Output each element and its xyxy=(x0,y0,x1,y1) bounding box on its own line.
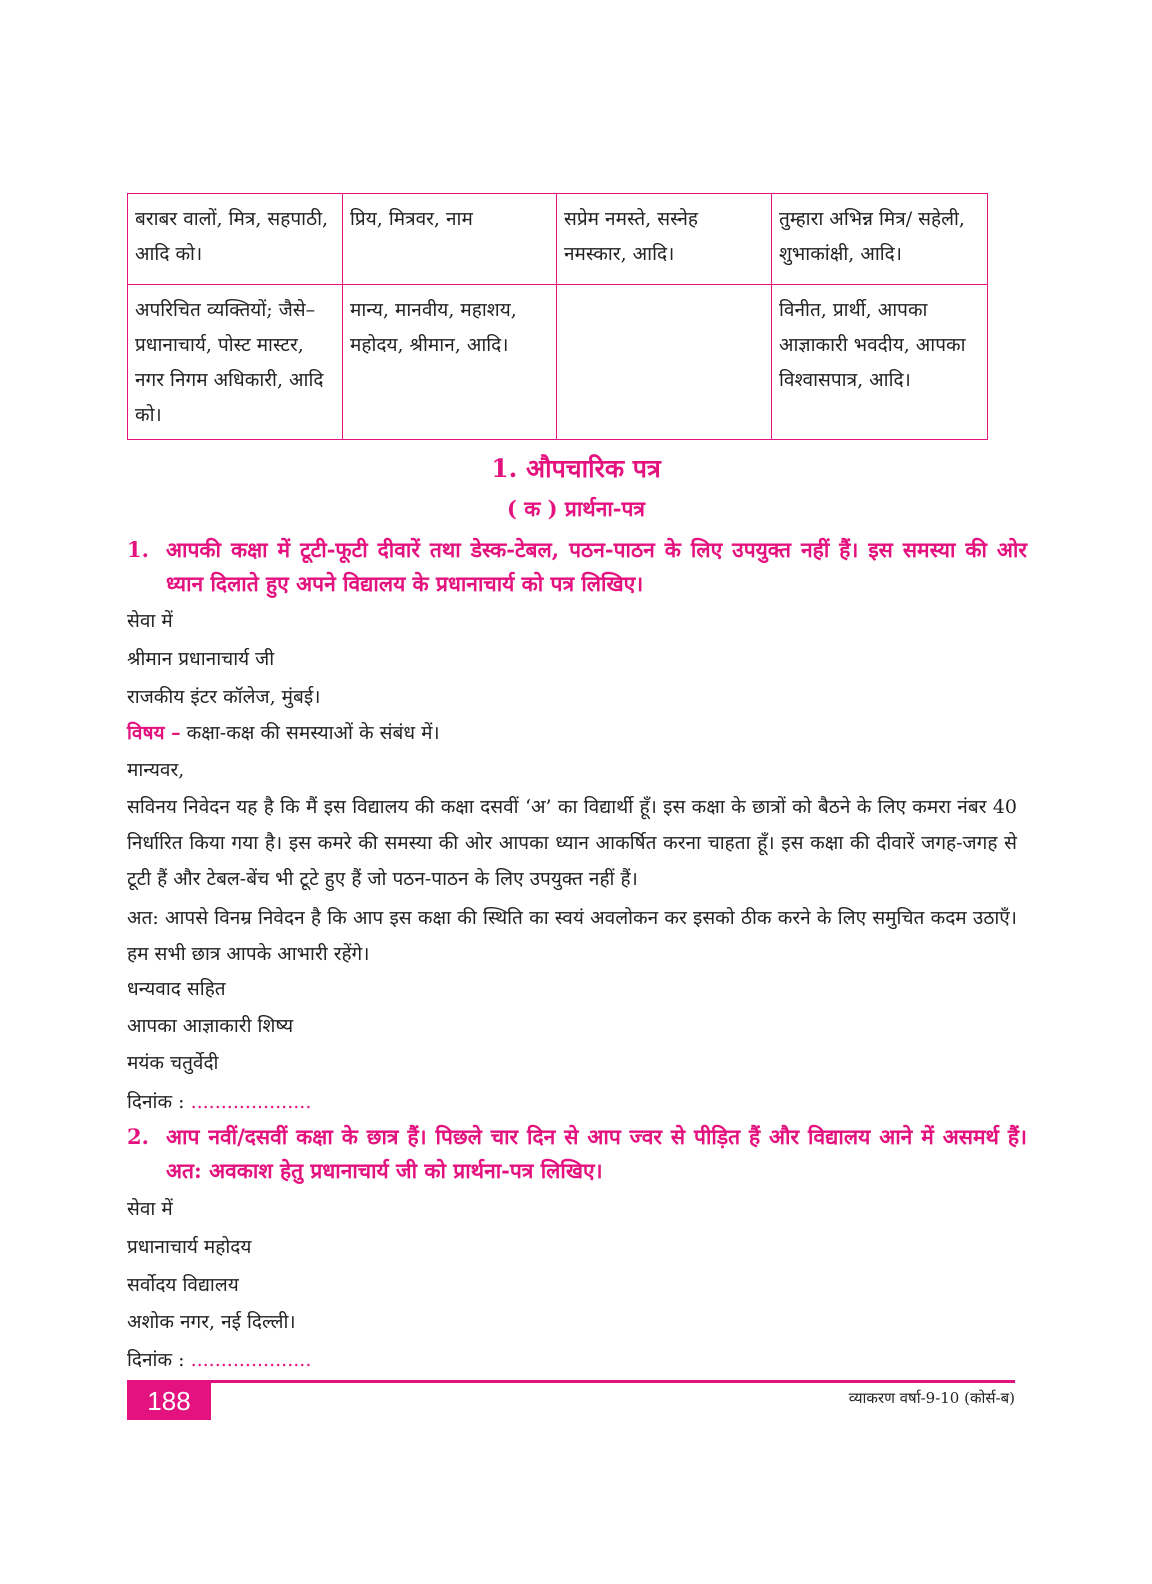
letter2-address: अशोक नगर, नई दिल्ली। xyxy=(127,1311,296,1333)
date-label: दिनांक : xyxy=(127,1091,185,1113)
letter1-name: मयंक चतुर्वेदी xyxy=(127,1052,219,1074)
letter1-body-paragraph-1: सविनय निवेदन यह है कि मैं इस विद्यालय की कक्षा दसवीं ‘अ’ का विद्यार्थी हूँ। इस कक्षा के छात्रों को बैठने के लिए कमरा नंबर 40 निर्धारित किया गया है। इस कमरे की समस्या की ओर आपका ध्यान आकर्षित करना चाहता हूँ। इस कक्षा की दीवारें जगह-जगह से टूटी हैं और टेबल-बेंच भी टूटे हुए हैं जो पठन-पाठन के लिए उपयुक्त नहीं हैं। xyxy=(127,796,1017,890)
letter2-school: सर्वोदय विद्यालय xyxy=(127,1274,239,1296)
letter1-salutation: मान्यवर, xyxy=(127,759,185,781)
date-value: .................... xyxy=(190,1349,312,1371)
question-text: आप नवीं/दसवीं कक्षा के छात्र हैं। पिछले चार दिन से आप ज्वर से पीड़ित हैं और विद्यालय आने में असमर्थ हैं। अत: अवकाश हेतु प्रधानाचार्य जी को प्रार्थना-पत्र लिखिए। xyxy=(166,1124,1027,1183)
book-title: व्याकरण वर्षा-9-10 (कोर्स-ब) xyxy=(848,1389,1015,1407)
letter1-recipient: श्रीमान प्रधानाचार्य जी xyxy=(127,648,275,670)
question-number: 1. xyxy=(127,537,149,562)
table-cell: अपरिचित व्यक्तियों; जैसे– प्रधानाचार्य, पोस्ट मास्टर, नगर निगम अधिकारी, आदि को। xyxy=(128,285,343,440)
table-row xyxy=(128,285,988,440)
date-label: दिनांक : xyxy=(127,1349,185,1371)
letter1-to: सेवा में xyxy=(127,610,173,632)
table-cell: मान्य, मानवीय, महाशय, महोदय, श्रीमान, आदि। xyxy=(343,285,557,440)
question-2 xyxy=(127,1120,1027,1188)
salutation-reference-table xyxy=(127,193,988,440)
table-cell: बराबर वालों, मित्र, सहपाठी, आदि को। xyxy=(128,194,343,285)
letter2-to: सेवा में xyxy=(127,1198,173,1220)
question-number: 2. xyxy=(127,1124,149,1149)
sub-heading: ( क ) प्रार्थना-पत्र xyxy=(506,496,646,521)
section-heading: 1. औपचारिक पत्र xyxy=(491,454,661,483)
question-text: आपकी कक्षा में टूटी-फूटी दीवारें तथा डेस्क-टेबल, पठन-पाठन के लिए उपयुक्त नहीं हैं। इस समस्या की ओर ध्यान दिलाते हुए अपने विद्यालय के प्रधानाचार्य को पत्र लिखिए। xyxy=(166,537,1027,596)
table-cell: सप्रेम नमस्ते, सस्नेह नमस्कार, आदि। xyxy=(557,194,772,285)
letter1-date-line xyxy=(127,1088,311,1116)
table-cell xyxy=(557,285,772,440)
subject-label: विषय – xyxy=(127,722,181,744)
question-1 xyxy=(127,533,1027,601)
letter1-body-paragraph-2: अत: आपसे विनम्र निवेदन है कि आप इस कक्षा की स्थिति का स्वयं अवलोकन कर इसको ठीक करने के लिए समुचित कदम उठाएँ। हम सभी छात्र आपके आभारी रहेंगे। xyxy=(127,907,1017,965)
letter1-closing: आपका आज्ञाकारी शिष्य xyxy=(127,1015,294,1037)
subject-text: कक्षा-कक्ष की समस्याओं के संबंध में। xyxy=(186,722,440,744)
date-value: .................... xyxy=(190,1091,312,1113)
letter2-date-line xyxy=(127,1346,311,1374)
letter2-recipient: प्रधानाचार्य महोदय xyxy=(127,1236,252,1258)
table-cell: तुम्हारा अभिन्न मित्र/ सहेली, शुभाकांक्षी, आदि। xyxy=(772,194,988,285)
letter1-subject-line xyxy=(127,719,440,747)
table-cell: प्रिय, मित्रवर, नाम xyxy=(343,194,557,285)
letter1-thanks: धन्यवाद सहित xyxy=(127,978,226,1000)
table-cell: विनीत, प्रार्थी, आपका आज्ञाकारी भवदीय, आपका विश्वासपात्र, आदि। xyxy=(772,285,988,440)
table-row xyxy=(128,194,988,285)
letter1-address: राजकीय इंटर कॉलेज, मुंबई। xyxy=(127,686,321,708)
page-number: 188 xyxy=(127,1383,211,1420)
footer-divider xyxy=(127,1380,1015,1383)
